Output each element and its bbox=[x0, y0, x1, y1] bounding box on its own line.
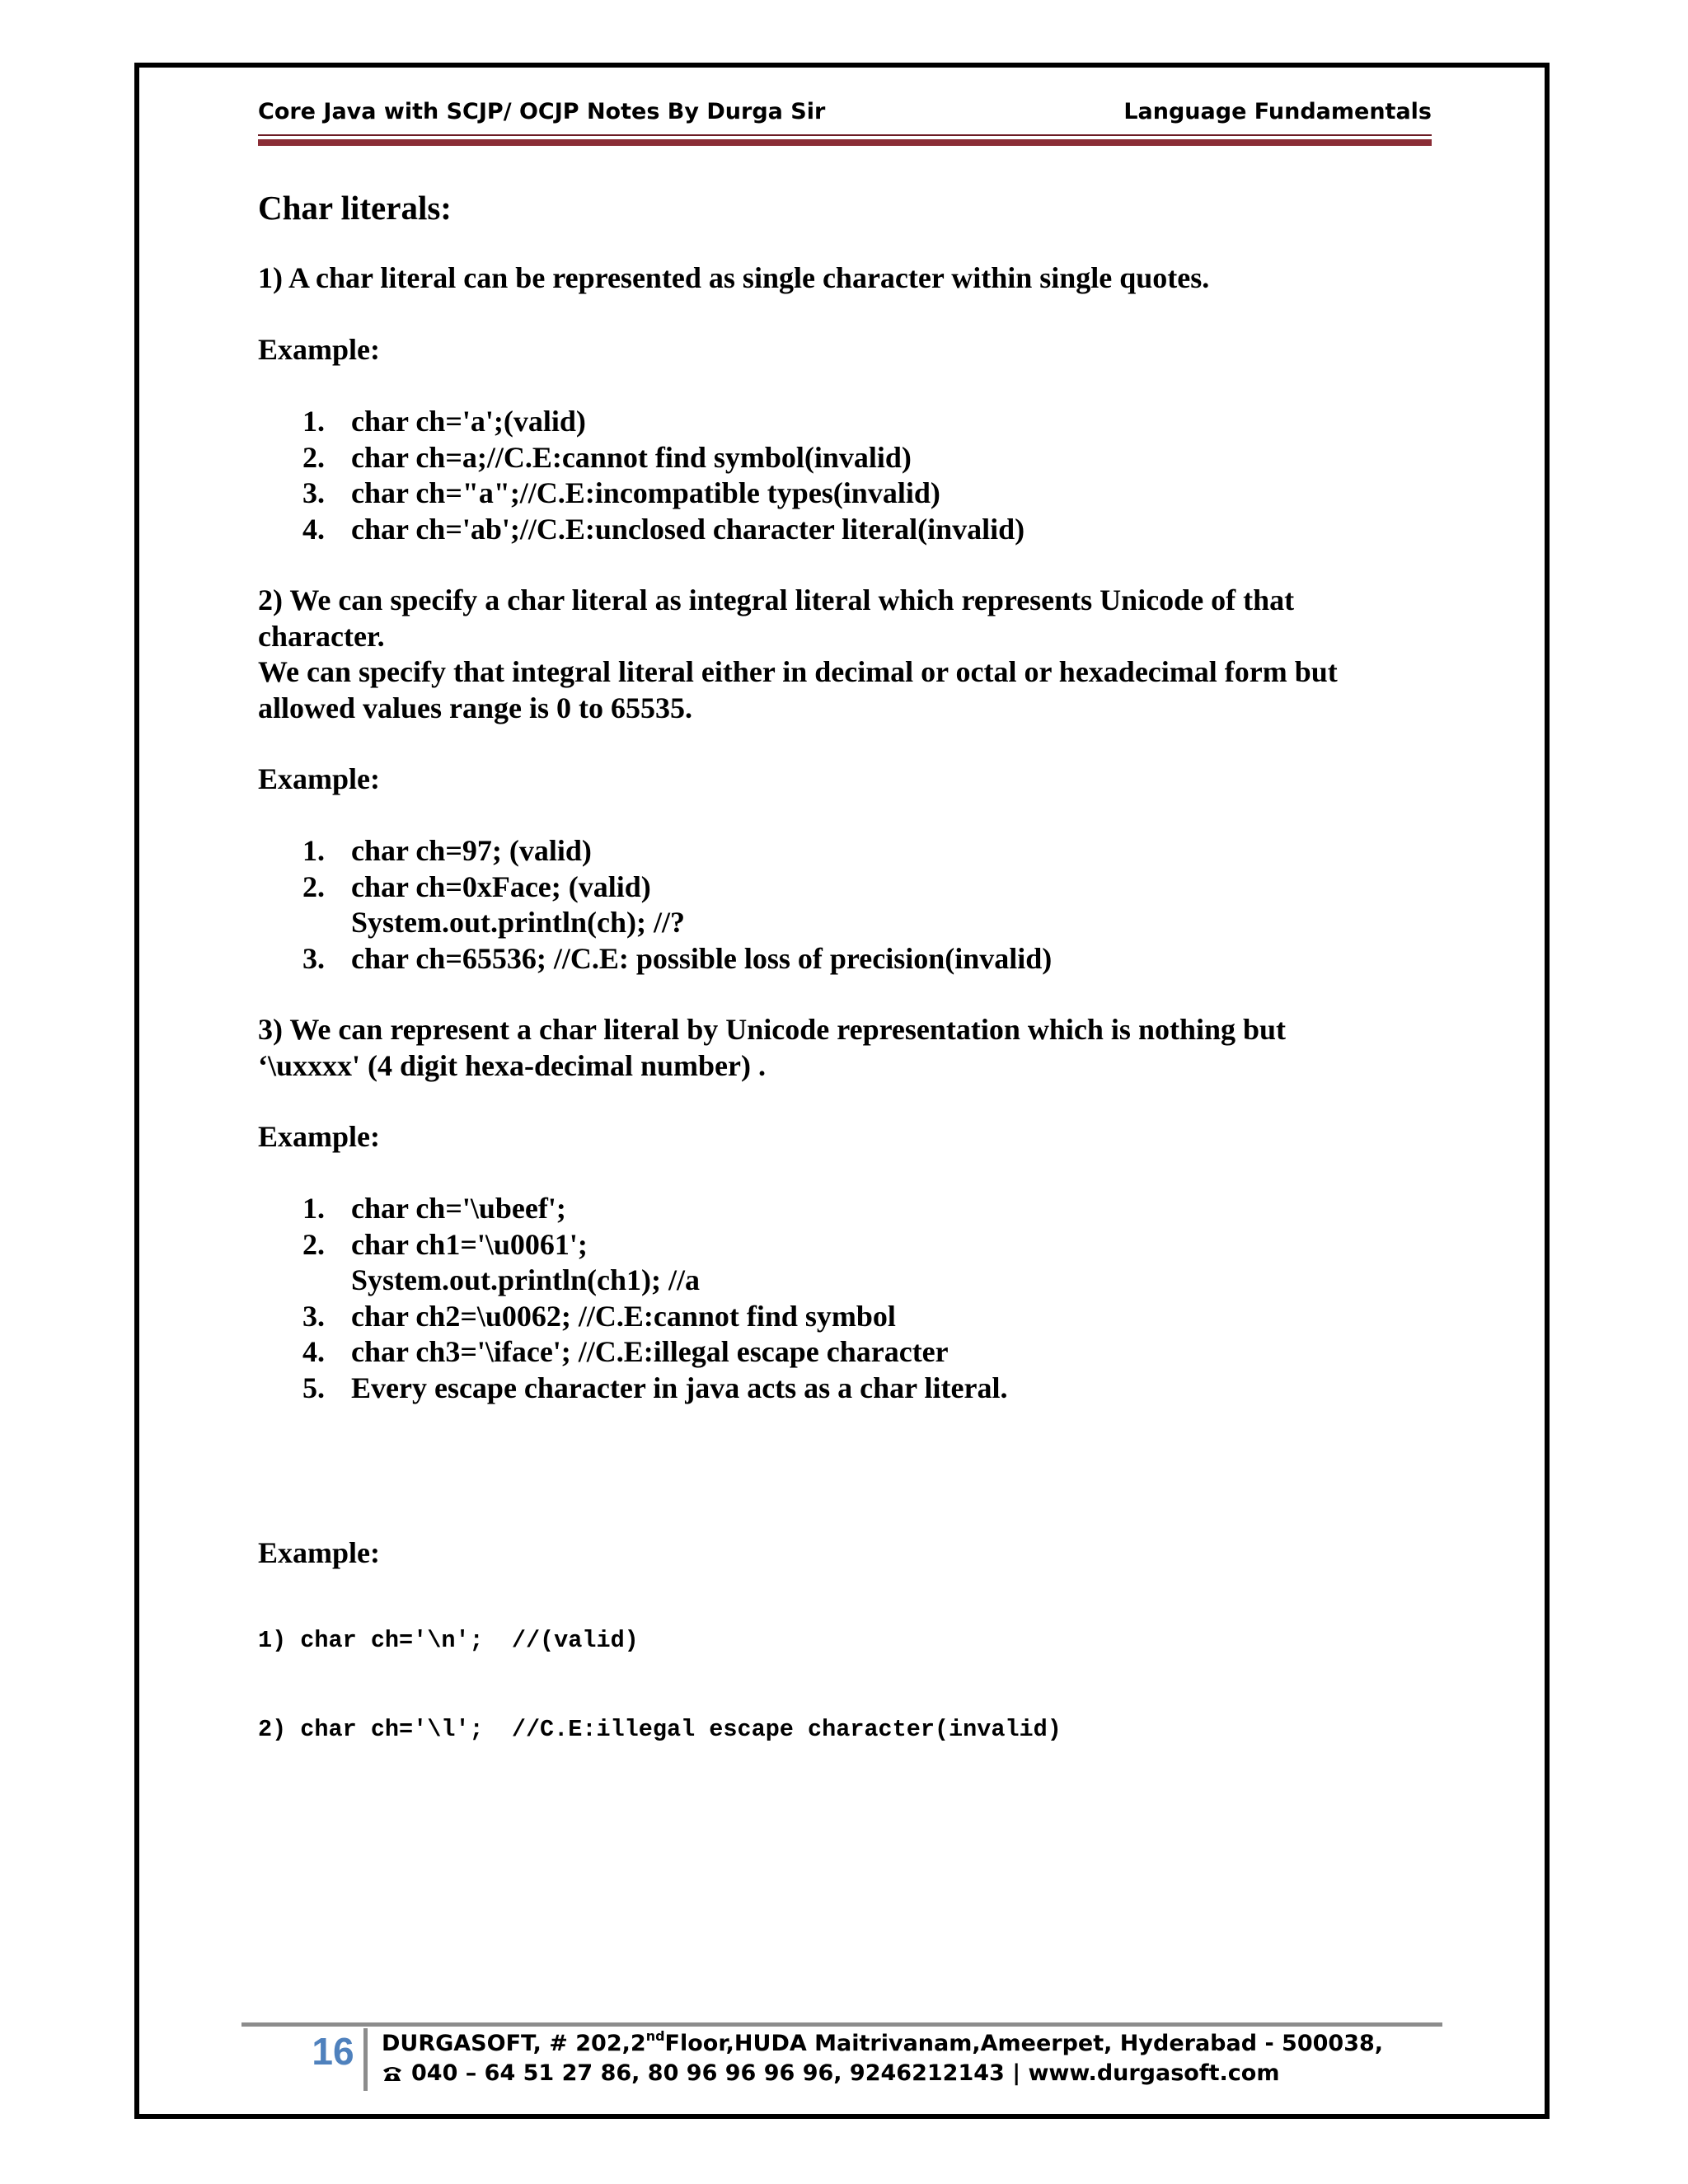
footer-divider bbox=[363, 2028, 368, 2091]
list-item-number: 5. bbox=[302, 1371, 325, 1404]
phone-icon bbox=[382, 2060, 405, 2086]
list-item-text: char ch3='\iface'; //C.E:illegal escape character bbox=[351, 1335, 949, 1368]
footer-address-prefix: DURGASOFT, # 202,2 bbox=[382, 2031, 646, 2056]
footer-address-sup: nd bbox=[645, 2028, 665, 2044]
section2-line1: 2) We can specify a char literal as integral literal which represents Unicode of that bbox=[258, 583, 1295, 616]
header-chapter-title: Language Fundamentals bbox=[1123, 99, 1432, 124]
section3-example-label: Example: bbox=[258, 1120, 380, 1153]
list-item-text: char ch1='\u0061'; bbox=[351, 1227, 588, 1261]
list-item-number: 1. bbox=[302, 834, 325, 867]
section2-paragraph bbox=[258, 583, 1432, 726]
page-number: 16 bbox=[312, 2030, 354, 2073]
section2-line3: We can specify that integral literal either in decimal or octal or hexadecimal form but bbox=[258, 655, 1338, 688]
list-item-number: 4. bbox=[302, 1335, 325, 1368]
code-line: 2) char ch='\l'; //C.E:illegal escape character(invalid) bbox=[258, 1716, 1062, 1743]
list-item-text: char ch='ab';//C.E:unclosed character literal(invalid) bbox=[351, 512, 1025, 546]
list-item-number: 3. bbox=[302, 476, 325, 509]
footer-contact-text: 040 – 64 51 27 86, 80 96 96 96 96, 9246212143 | www.durgasoft.com bbox=[411, 2060, 1280, 2086]
list-item-number: 3. bbox=[302, 1299, 325, 1333]
list-item-text: char ch=65536; //C.E: possible loss of precision(invalid) bbox=[351, 941, 1053, 975]
list-item-text: char ch='a';(valid) bbox=[351, 405, 586, 438]
section-title: Char literals: bbox=[258, 189, 452, 227]
list-item-number: 4. bbox=[302, 512, 325, 546]
section2-line4: allowed values range is 0 to 65535. bbox=[258, 691, 692, 724]
list-item-text: char ch=97; (valid) bbox=[351, 834, 592, 867]
list-item-number: 2. bbox=[302, 869, 325, 903]
section2-example-label: Example: bbox=[258, 762, 380, 795]
list-item-number: 2. bbox=[302, 1227, 325, 1261]
list-item-number: 3. bbox=[302, 941, 325, 975]
section1-paragraph: 1) A char literal can be represented as single character within single quotes. bbox=[258, 261, 1210, 294]
section3-line2: ‘\uxxxx' (4 digit hexa-decimal number) . bbox=[258, 1048, 766, 1082]
list-item-number: 1. bbox=[302, 1192, 325, 1225]
list-item-text: char ch=a;//C.E:cannot find symbol(invalid) bbox=[351, 440, 912, 474]
list-item-text: char ch='\ubeef'; bbox=[351, 1192, 566, 1225]
list-item-text: System.out.println(ch1); //a bbox=[351, 1263, 700, 1296]
footer-contact bbox=[382, 2060, 1279, 2086]
header-book-title: Core Java with SCJP/ OCJP Notes By Durga Sir bbox=[258, 99, 826, 124]
section2-line2: character. bbox=[258, 619, 385, 653]
list-item-text: char ch=0xFace; (valid) bbox=[351, 869, 651, 903]
section3-line1: 3) We can represent a char literal by Unicode representation which is nothing but bbox=[258, 1013, 1287, 1046]
footer-rule bbox=[241, 2022, 1442, 2027]
section4-example-label: Example: bbox=[258, 1536, 380, 1569]
header-rule-thin bbox=[258, 134, 1432, 136]
page-header bbox=[258, 97, 1432, 130]
section1-example-label: Example: bbox=[258, 333, 380, 366]
list-item-text: char ch2=\u0062; //C.E:cannot find symbol bbox=[351, 1299, 896, 1333]
code-block bbox=[258, 1567, 1062, 1804]
page-border bbox=[134, 63, 1550, 2119]
list-item-number: 1. bbox=[302, 405, 325, 438]
header-rule-thick bbox=[258, 139, 1432, 146]
code-line: 1) char ch='\n'; //(valid) bbox=[258, 1627, 639, 1654]
list-item-text: char ch="a";//C.E:incompatible types(invalid) bbox=[351, 476, 940, 509]
list-item-number: 2. bbox=[302, 440, 325, 474]
list-item-text: System.out.println(ch); //? bbox=[351, 906, 685, 939]
list-item-text: Every escape character in java acts as a char literal. bbox=[351, 1371, 1008, 1404]
footer-address-suffix: Floor,HUDA Maitrivanam,Ameerpet, Hyderabad - 500038, bbox=[664, 2031, 1384, 2056]
footer-address bbox=[382, 2028, 1383, 2056]
section3-paragraph bbox=[258, 1012, 1432, 1084]
